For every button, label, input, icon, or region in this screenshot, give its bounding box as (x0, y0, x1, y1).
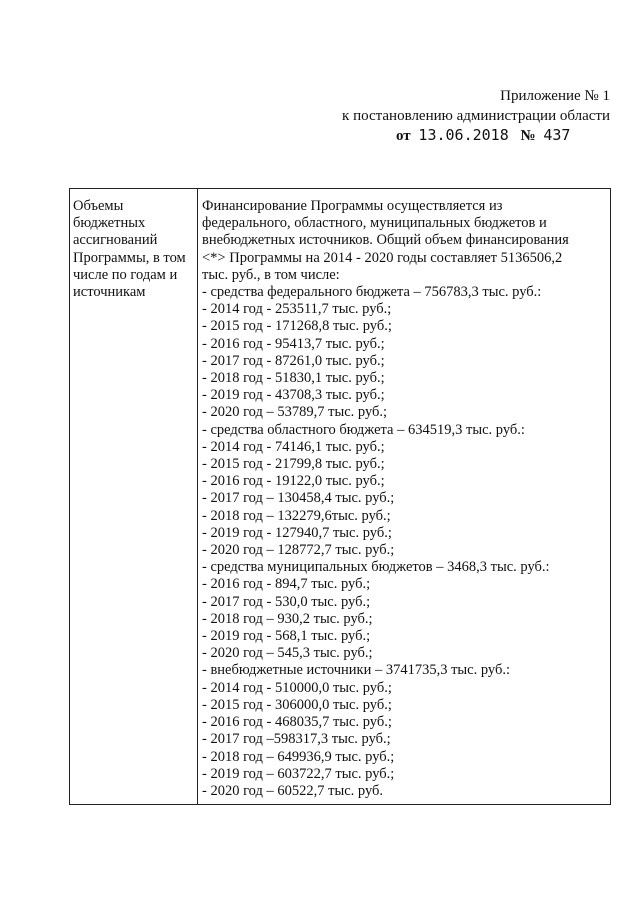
financing-line: - 2016 год - 894,7 тыс. руб.; (202, 576, 371, 593)
label-text (70, 189, 197, 301)
financing-line: - 2019 год - 43708,3 тыс. руб.; (202, 387, 385, 404)
label-cell (70, 189, 198, 805)
appendix-number: Приложение № 1 (500, 88, 610, 104)
content-cell (198, 189, 611, 805)
financing-line: - 2016 год - 19122,0 тыс. руб.; (202, 473, 385, 490)
date-number-stamp (396, 126, 570, 145)
financing-line: - 2018 год – 132279,6тыс. руб.; (202, 507, 391, 524)
table-row (70, 189, 611, 805)
financing-line: - средства федерального бюджета – 756783,3 тыс. руб.: (202, 284, 542, 301)
financing-line: - 2016 год - 468035,7 тыс. руб.; (202, 714, 392, 731)
financing-line: - 2014 год - 74146,1 тыс. руб.; (202, 438, 385, 455)
financing-line: - 2015 год - 171268,8 тыс. руб.; (202, 318, 392, 335)
financing-line: - 2020 год – 128772,7 тыс. руб.; (202, 542, 395, 559)
financing-line: - внебюджетные источники – 3741735,3 тыс. руб.: (202, 662, 511, 679)
financing-line: Финансирование Программы осуществляется из (202, 198, 503, 214)
financing-line: тыс. руб., в том числе: (202, 266, 340, 283)
financing-line: - 2020 год – 545,3 тыс. руб.; (202, 645, 373, 662)
financing-line: - 2020 год – 60522,7 тыс. руб. (202, 782, 384, 799)
date-prefix: от (396, 128, 411, 144)
financing-line: - 2015 год - 306000,0 тыс. руб.; (202, 696, 392, 713)
label-line: Объемы (73, 198, 124, 214)
resolution-reference: к постановлению администрации области (342, 108, 610, 124)
financing-line: - 2014 год - 510000,0 тыс. руб.; (202, 679, 392, 696)
financing-line: - 2019 год - 127940,7 тыс. руб.; (202, 524, 392, 541)
financing-line: - 2017 год –598317,3 тыс. руб.; (202, 731, 391, 748)
financing-line: - 2018 год – 930,2 тыс. руб.; (202, 610, 373, 627)
resolution-date: 13.06.2018 (418, 126, 509, 144)
financing-line: - 2018 год - 51830,1 тыс. руб.; (202, 370, 385, 387)
label-line: ассигнований (73, 232, 158, 249)
financing-line: - 2019 год - 568,1 тыс. руб.; (202, 628, 371, 645)
budget-table (69, 188, 611, 805)
financing-line: - 2015 год - 21799,8 тыс. руб.; (202, 456, 385, 473)
financing-line: - 2016 год - 95413,7 тыс. руб.; (202, 335, 385, 352)
financing-line: - средства областного бюджета – 634519,3 тыс. руб.: (202, 421, 525, 438)
label-line: источникам (73, 284, 146, 301)
financing-line: - 2017 год – 130458,4 тыс. руб.; (202, 490, 395, 507)
label-line: бюджетных (73, 215, 146, 232)
number-sign: № (520, 128, 536, 144)
financing-line: внебюджетных источников. Общий объем финансирования (202, 232, 569, 249)
resolution-number: 437 (543, 126, 571, 144)
financing-line: - 2014 год - 253511,7 тыс. руб.; (202, 301, 392, 318)
document-header (342, 86, 610, 126)
financing-line: - 2017 год - 87261,0 тыс. руб.; (202, 352, 385, 369)
financing-line: - 2018 год – 649936,9 тыс. руб.; (202, 748, 395, 765)
financing-line: - средства муниципальных бюджетов – 3468,3 тыс. руб.: (202, 559, 550, 576)
label-line: Программы, в том (73, 249, 186, 266)
label-line: числе по годам и (73, 266, 178, 283)
financing-text (198, 189, 610, 804)
financing-line: - 2019 год – 603722,7 тыс. руб.; (202, 765, 395, 782)
financing-line: - 2020 год – 53789,7 тыс. руб.; (202, 404, 388, 421)
financing-line: - 2017 год - 530,0 тыс. руб.; (202, 593, 371, 610)
financing-line: федерального, областного, муниципальных бюджетов и (202, 215, 547, 232)
financing-line: <*> Программы на 2014 - 2020 годы составляет 5136506,2 (202, 249, 563, 266)
